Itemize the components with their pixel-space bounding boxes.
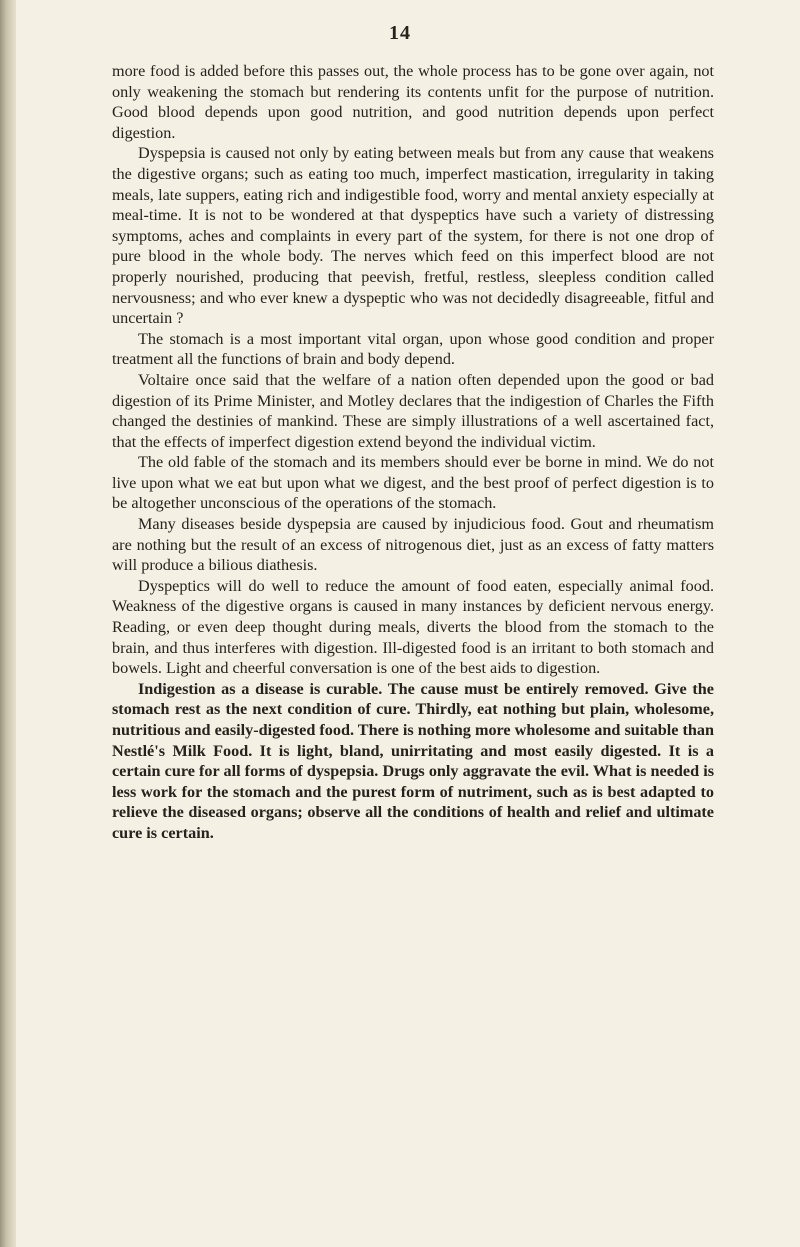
paragraph-dyspepsia-causes: Dyspepsia is caused not only by eating between meals but from any cause that weakens the digestive organs; such as eating too much, imperfect mastication, irregularity in taking meals, late suppers, eating rich and indigestible food, worry and mental anxiety especially at meal-time. It is not to be wondered at that dyspeptics have such a variety of distressing symptoms, aches and complaints in every part of the system, for there is not one drop of pure blood in the whole body. The nerves which feed on this imperfect blood are not properly nourished, producing that peevish, fretful, restless, sleepless condition called nervousness; and who ever knew a dyspeptic who was not decidedly disagreeable, fitful and uncertain ? — [112, 144, 714, 328]
paragraph-many-diseases: Many diseases beside dyspepsia are caused by injudicious food. Gout and rheumatism are nothing but the result of an excess of nitrogenous diet, just as an excess of fatty matters will produce a bilious diathesis. — [112, 515, 714, 575]
paragraph-old-fable: The old fable of the stomach and its members should ever be borne in mind. We do not live upon what we eat but upon what we digest, and the best proof of perfect digestion is to be altogether unconscious of the operations of the stomach. — [112, 453, 714, 513]
paragraph-digestion-process: more food is added before this passes out, the whole process has to be gone over again, not only weakening the stomach but rendering its contents unfit for the purpose of nutrition. Good blood depends upon good nutrition, and good nutrition depends upon perfect digestion. — [112, 62, 714, 142]
paragraph-stomach-organ: The stomach is a most important vital organ, upon whose good condition and proper treatment all the functions of brain and body depend. — [112, 329, 714, 369]
paragraph-indigestion-cure: Indigestion as a disease is curable. The cause must be entirely removed. Give the stomach rest as the next condition of cure. Thirdly, eat nothing but plain, wholesome, nutritious and easily-digested food. There is nothing more wholesome and suitable than Nestlé's Milk Food. It is light, bland, unirritating and most easily digested. It is a certain cure for all forms of dyspepsia. Drugs only aggravate the evil. What is needed is less work for the stomach and the purest form of nutriment, such as is best adapted to relieve the diseased organs; observe all the conditions of health and relief and ultimate cure is certain. — [112, 679, 714, 842]
paragraph-dyspeptics-advice: Dyspeptics will do well to reduce the amount of food eaten, especially animal food. Weakness of the digestive organs is caused in many instances by deficient nervous energy. Reading, or even deep thought during meals, diverts the blood from the stomach to the brain, and thus interferes with digestion. Ill-digested food is an irritant to both stomach and bowels. Light and cheerful conversation is one of the best aids to digestion. — [112, 576, 714, 678]
page-binding-edge — [0, 0, 16, 1247]
page-number: 14 — [389, 22, 411, 44]
paragraph-voltaire: Voltaire once said that the welfare of a nation often depended upon the good or bad digestion of its Prime Minister, and Motley declares that the indigestion of Charles the Fifth changed the destinies of mankind. These are simply illustrations of a well ascertained fact, that the effects of imperfect digestion extend beyond the individual victim. — [112, 370, 714, 451]
body-text — [112, 61, 714, 844]
